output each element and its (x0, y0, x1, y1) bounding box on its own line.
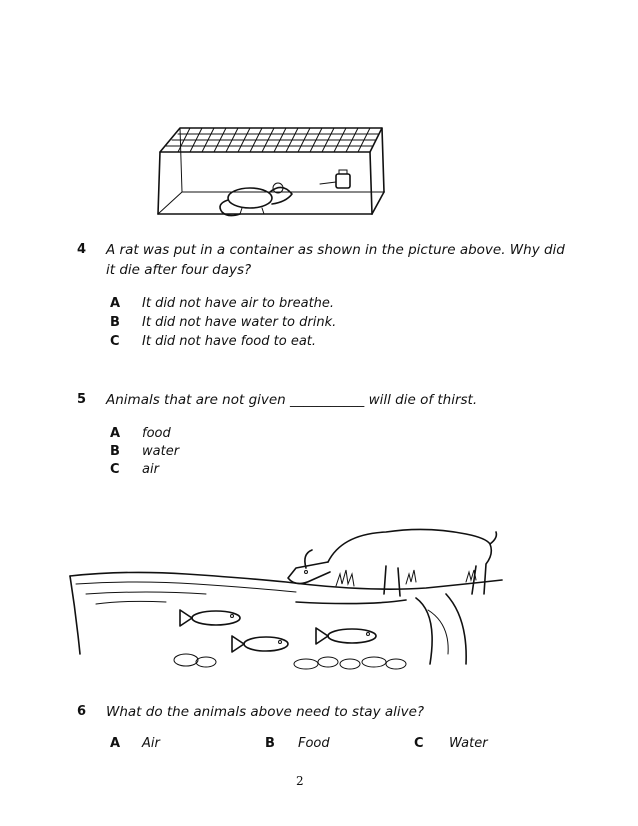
q6-option-b-letter: B (265, 736, 275, 751)
q5-option-a-text: food (142, 426, 171, 441)
water-bottle-icon (320, 170, 350, 188)
fish-icon-1 (180, 610, 240, 626)
rat-icon (220, 183, 292, 216)
page-number: 2 (296, 774, 304, 788)
question-4-number: 4 (77, 242, 87, 257)
question-4-text: A rat was put in a container as shown in the picture above. Why did it die after four days? (106, 242, 565, 278)
q5-option-c-text: air (142, 462, 159, 477)
question-5-text: Animals that are not given ___________ will die of thirst. (106, 392, 478, 408)
question-5-number: 5 (77, 392, 87, 407)
q4-option-b-letter: B (110, 315, 120, 330)
q5-option-c-letter: C (110, 462, 120, 477)
q4-option-b-text: It did not have water to drink. (142, 315, 337, 330)
q5-option-b-letter: B (110, 444, 120, 459)
q4-option-a-letter: A (110, 296, 121, 311)
question-6-number: 6 (77, 704, 87, 719)
q5-option-b-text: water (142, 444, 180, 459)
q4-option-c-text: It did not have food to eat. (142, 334, 317, 349)
rat-container-illustration (150, 122, 400, 232)
q6-option-c-text: Water (449, 736, 488, 751)
q6-option-c-letter: C (414, 736, 424, 751)
q6-option-b-text: Food (298, 736, 330, 751)
question-6-text: What do the animals above need to stay alive? (106, 704, 425, 720)
q6-option-a-letter: A (110, 736, 121, 751)
pond-stones (174, 654, 406, 669)
fish-icon-3 (316, 628, 376, 644)
goat-pond-illustration (66, 514, 506, 674)
fish-icon-2 (232, 636, 288, 652)
q4-option-a-text: It did not have air to breathe. (142, 296, 335, 311)
q6-option-a-text: Air (142, 736, 160, 751)
q4-option-c-letter: C (110, 334, 120, 349)
q5-option-a-letter: A (110, 426, 121, 441)
